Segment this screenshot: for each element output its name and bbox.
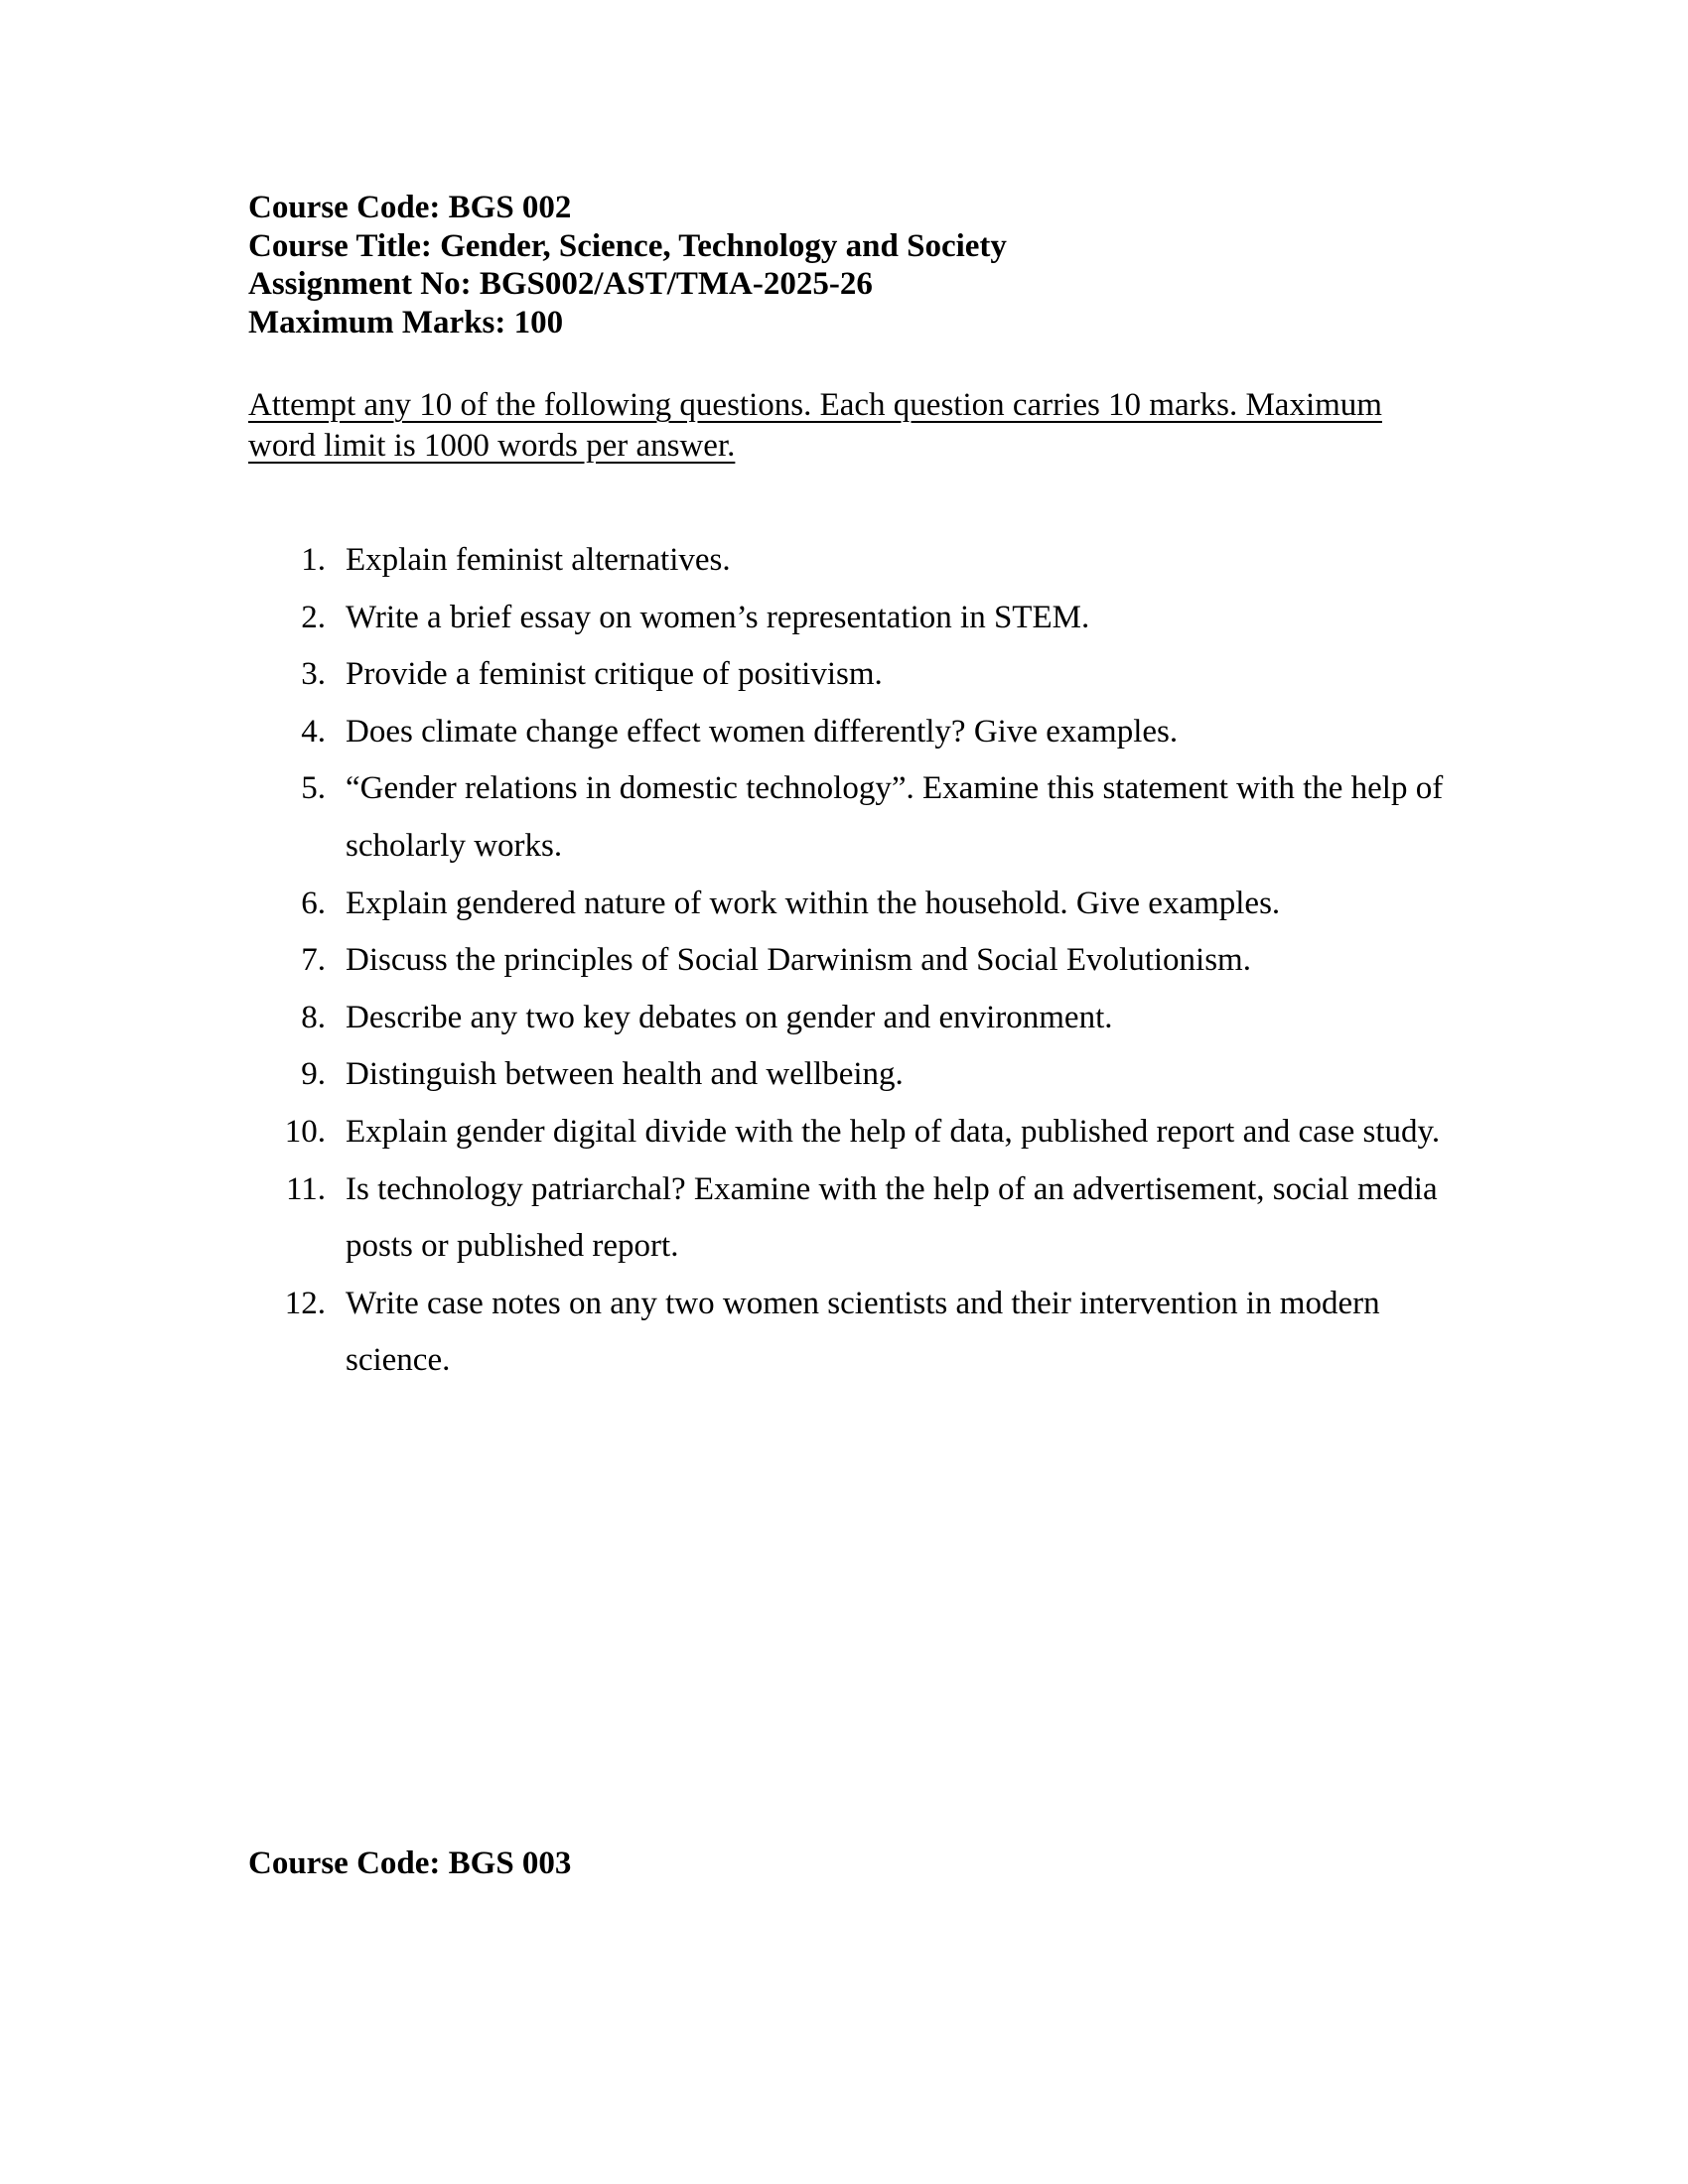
- question-text: Explain feminist alternatives.: [346, 542, 731, 578]
- question-item: [248, 646, 1450, 704]
- question-item: [248, 876, 1450, 933]
- question-number: 1.: [301, 542, 326, 578]
- question-text: Explain gender digital divide with the help of data, published report and case study.: [346, 1113, 1441, 1150]
- question-number: 4.: [301, 713, 326, 750]
- question-text: Write a brief essay on women’s representation in STEM.: [346, 599, 1090, 635]
- assignment-no-line: Assignment No: BGS002/AST/TMA-2025-26: [248, 266, 873, 302]
- course-title-line: Course Title: Gender, Science, Technology and Society: [248, 227, 1007, 264]
- question-text: Discuss the principles of Social Darwinism and Social Evolutionism.: [346, 942, 1251, 979]
- question-text: Distinguish between health and wellbeing.: [346, 1056, 904, 1093]
- question-text: Describe any two key debates on gender and environment.: [346, 999, 1113, 1035]
- question-text: Write case notes on any two women scientists and their intervention in modern science.: [346, 1285, 1380, 1379]
- next-course-code-heading: Course Code: BGS 003: [248, 1844, 572, 1881]
- question-number: 10.: [284, 1113, 326, 1150]
- course-code-line: Course Code: BGS 002: [248, 190, 572, 225]
- instructions-paragraph: Attempt any 10 of the following questions. Each question carries 10 marks. Maximum word limit is 1000 words per answer.: [248, 387, 1382, 464]
- question-number: 2.: [301, 599, 326, 635]
- question-list: [248, 532, 1450, 1390]
- maximum-marks-line: Maximum Marks: 100: [248, 304, 564, 341]
- question-item: [248, 532, 1450, 590]
- question-number: 7.: [301, 942, 326, 979]
- question-text: Explain gendered nature of work within the household. Give examples.: [346, 885, 1281, 921]
- question-item: [248, 760, 1450, 875]
- assignment-header: [248, 189, 1450, 341]
- question-number: 6.: [301, 885, 326, 921]
- question-item: [248, 1161, 1450, 1276]
- question-text: Does climate change effect women differently? Give examples.: [346, 713, 1179, 750]
- question-text: “Gender relations in domestic technology”. Examine this statement with the help of scholarly works.: [346, 770, 1444, 864]
- question-item: [248, 1104, 1450, 1161]
- question-number: 5.: [301, 770, 326, 807]
- question-text: Is technology patriarchal? Examine with the help of an advertisement, social media posts or published report.: [346, 1170, 1438, 1265]
- question-item: [248, 932, 1450, 990]
- question-item: [248, 1046, 1450, 1104]
- question-item: [248, 990, 1450, 1047]
- question-item: [248, 1276, 1450, 1390]
- question-number: 3.: [301, 656, 326, 693]
- question-number: 8.: [301, 999, 326, 1035]
- question-number: 11.: [285, 1170, 326, 1207]
- question-number: 9.: [301, 1056, 326, 1093]
- question-number: 12.: [284, 1285, 326, 1321]
- question-item: [248, 704, 1450, 761]
- question-item: [248, 590, 1450, 647]
- question-text: Provide a feminist critique of positivism.: [346, 656, 883, 693]
